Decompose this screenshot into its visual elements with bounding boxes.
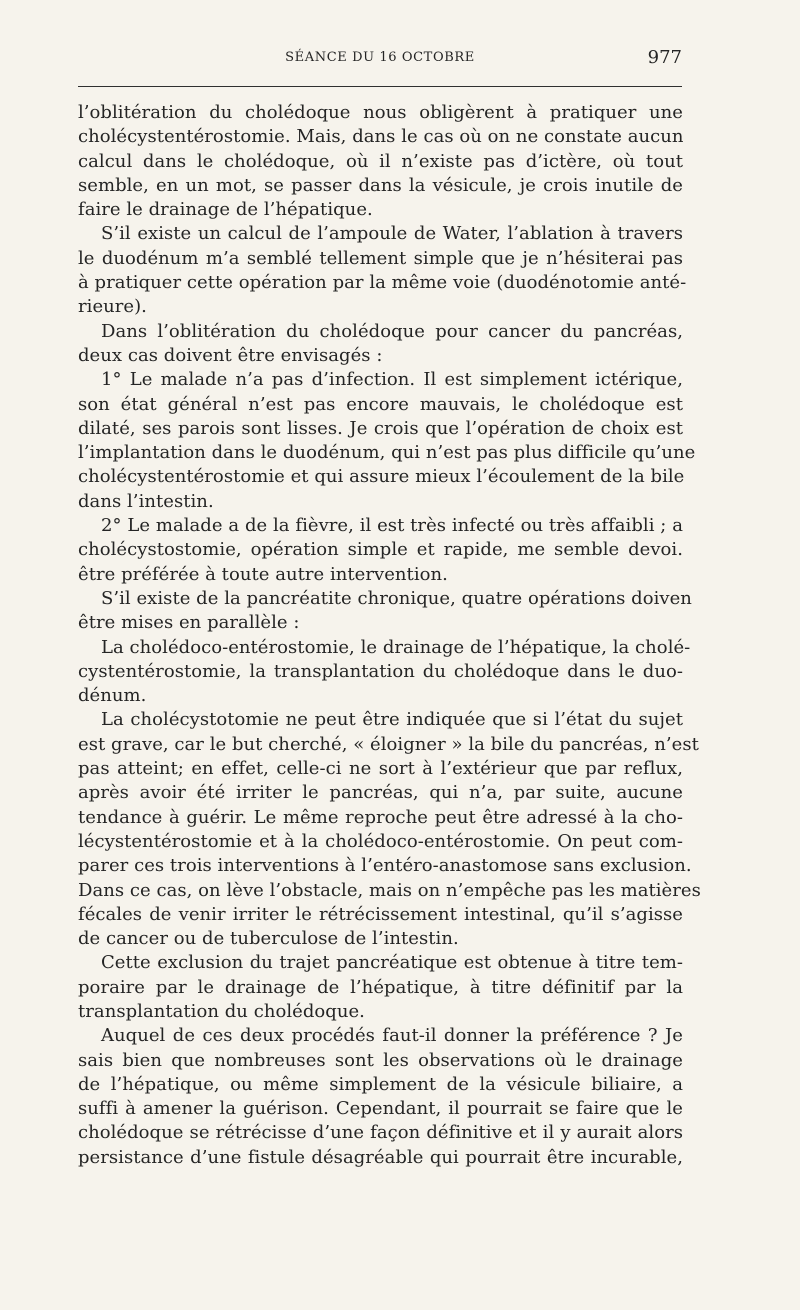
text-line: deux cas doivent être envisagés :	[78, 344, 383, 366]
text-line: faire le drainage de l’hépatique.	[78, 199, 373, 221]
text-line: cystentérostomie, la transplantation du cholédoque dans le duo-	[78, 660, 683, 682]
text-line: rieure).	[78, 296, 147, 318]
text-line: Dans ce cas, on lève l’obstacle, mais on n’empêche pas les matières	[78, 879, 701, 901]
text-line: de l’hépatique, ou même simplement de la vésicule biliaire, a	[78, 1073, 683, 1095]
page-header	[78, 47, 682, 77]
text-line: de cancer ou de tuberculose de l’intestin.	[78, 928, 459, 950]
text-line: être préférée à toute autre intervention.	[78, 563, 448, 585]
text-line: tendance à guérir. Le même reproche peut être adressé à la cho-	[78, 806, 683, 828]
text-line: dilaté, ses parois sont lisses. Je crois que l’opération de choix est	[78, 417, 683, 439]
text-line: Dans l’oblitération du cholédoque pour cancer du pancréas,	[101, 320, 683, 342]
text-line: pas atteint; en effet, celle-ci ne sort à l’extérieur que par reflux,	[78, 758, 683, 780]
text-line: Cette exclusion du trajet pancréatique est obtenue à titre tem-	[101, 952, 683, 974]
text-line: le duodénum m’a semblé tellement simple que je n’hésiterai pas	[78, 247, 683, 269]
running-head: SÉANCE DU 16 OCTOBRE	[285, 50, 475, 65]
text-line: calcul dans le cholédoque, où il n’existe pas d’ictère, où tout	[78, 150, 683, 172]
text-line: cholécystentérostomie. Mais, dans le cas où on ne constate aucun	[78, 126, 684, 148]
text-line: transplantation du cholédoque.	[78, 1000, 365, 1022]
text-line: semble, en un mot, se passer dans la vésicule, je crois inutile de	[78, 174, 683, 196]
text-line: cholécystostomie, opération simple et rapide, me semble devoi.	[78, 539, 683, 561]
text-line: est grave, car le but cherché, « éloigner » la bile du pancréas, n’est	[78, 733, 699, 755]
text-line: 1° Le malade n’a pas d’infection. Il est simplement ictérique,	[101, 369, 683, 391]
text-line: La cholécystotomie ne peut être indiquée que si l’état du sujet	[101, 709, 683, 731]
text-line: S’il existe un calcul de l’ampoule de Water, l’ablation à travers	[101, 223, 683, 245]
text-line: dans l’intestin.	[78, 490, 214, 512]
text-line: l’oblitération du cholédoque nous obligèrent à pratiquer une	[78, 102, 683, 123]
header-rule	[78, 86, 682, 87]
text-line: Auquel de ces deux procédés faut-il donner la préférence ? Je	[101, 1025, 683, 1047]
text-line: cholécystentérostomie et qui assure mieux l’écoulement de la bile	[78, 466, 685, 488]
text-line: après avoir été irriter le pancréas, qui n’a, par suite, aucune	[78, 782, 683, 804]
text-line: suffi à amener la guérison. Cependant, il pourrait se faire que le	[78, 1098, 683, 1120]
text-line: La cholédoco-entérostomie, le drainage de l’hépatique, la cholé-	[101, 636, 691, 658]
text-line: être mises en parallèle :	[78, 612, 300, 634]
text-line: S’il existe de la pancréatite chronique, quatre opérations doiven	[101, 587, 692, 609]
text-line: fécales de venir irriter le rétrécissement intestinal, qu’il s’agisse	[78, 903, 683, 925]
text-line: dénum.	[78, 685, 147, 707]
text-line: son état général n’est pas encore mauvais, le cholédoque est	[78, 393, 683, 415]
text-line: l’implantation dans le duodénum, qui n’est pas plus difficile qu’une	[78, 442, 696, 464]
text-line: lécystentérostomie et à la cholédoco-entérostomie. On peut com-	[78, 830, 683, 852]
text-line: persistance d’une fistule désagréable qui pourrait être incurable,	[78, 1146, 683, 1168]
text-line: sais bien que nombreuses sont les observations où le drainage	[78, 1049, 683, 1071]
text-line: 2° Le malade a de la fièvre, il est très infecté ou très affaibli ; a	[101, 515, 683, 537]
page-number: 977	[647, 47, 682, 68]
body-text	[78, 101, 701, 1170]
text-line: cholédoque se rétrécisse d’une façon définitive et il y aurait alors	[78, 1122, 683, 1144]
text-line: poraire par le drainage de l’hépatique, à titre définitif par la	[78, 976, 683, 998]
text-line: parer ces trois interventions à l’entéro-anastomose sans exclusion.	[78, 855, 692, 877]
text-line: à pratiquer cette opération par la même voie (duodénotomie anté-	[78, 272, 687, 294]
